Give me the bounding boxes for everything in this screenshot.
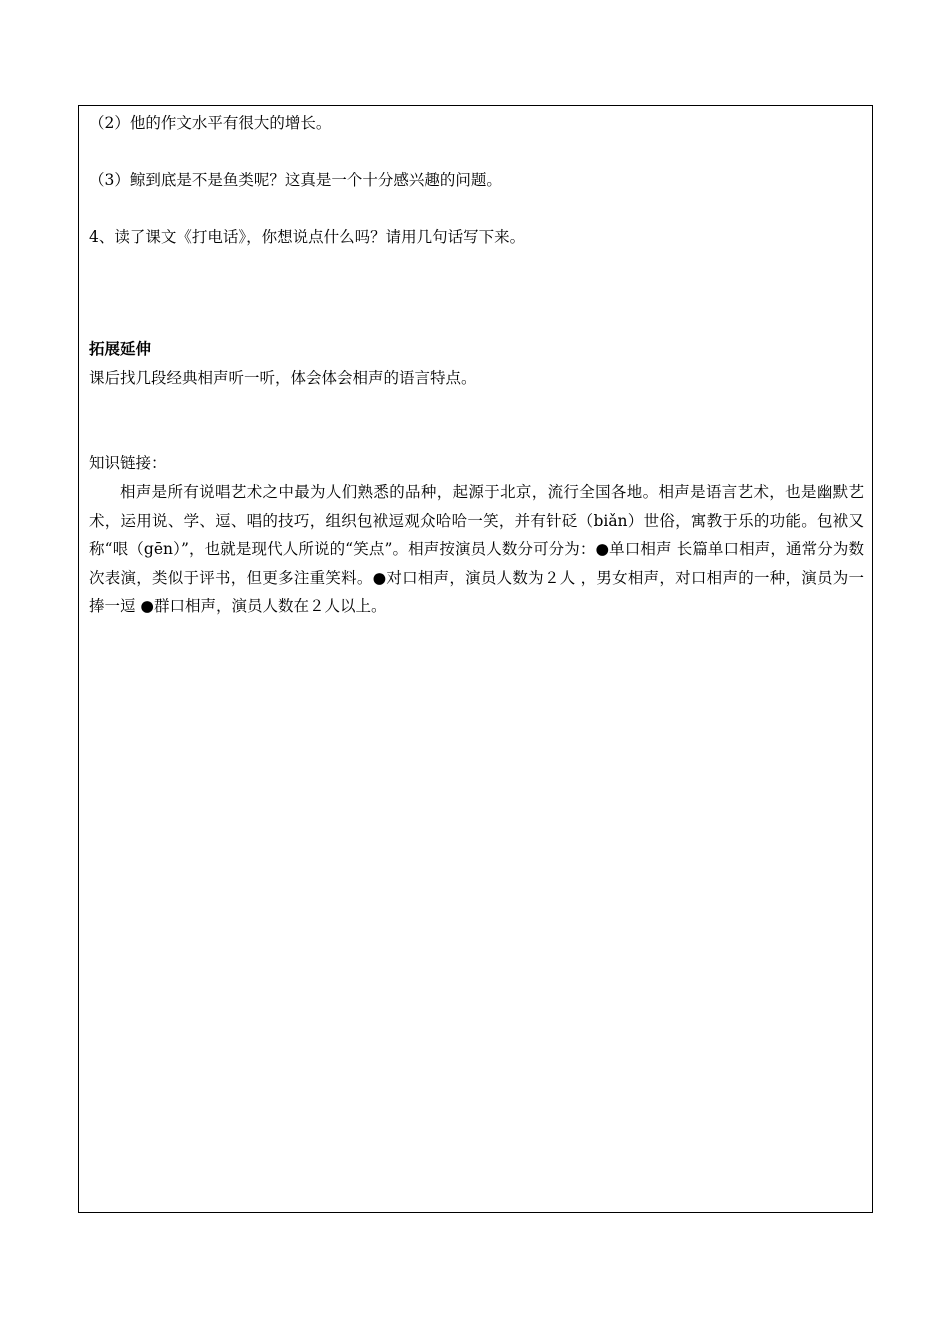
extension-text: 课后找几段经典相声听一听，体会体会相声的语言特点。 bbox=[89, 369, 477, 387]
knowledge-label: 知识链接： bbox=[89, 454, 167, 472]
question-2: （2）他的作文水平有很大的增长。 bbox=[89, 114, 332, 132]
extension-heading: 拓展延伸 bbox=[89, 339, 152, 358]
knowledge-paragraph: 相声是所有说唱艺术之中最为人们熟悉的品种，起源于北京，流行全国各地。相声是语言艺术，也是幽默艺术，运用说、学、逗、唱的技巧，组织包袱逗观众哈哈一笑，并有针砭（biǎn）世俗，寓教于乐的功能。包袱又称“哏（gēn）”，也就是现代人所说的“笑点”。相声按演员人数分可分为：●单口相声 长篇单口相声，通常分为数次表演，类似于评书，但更多注重笑料。●对口相声，演员人数为２人 ，男女相声，对口相声的一种，演员为一捧一逗 ●群口相声，演员人数在２人以上。 bbox=[89, 483, 864, 615]
worksheet-frame bbox=[78, 105, 873, 1213]
question-4: 4、读了课文《打电话》，你想说点什么吗？请用几句话写下来。 bbox=[89, 228, 526, 246]
question-3: （3）鲸到底是不是鱼类呢？这真是一个十分感兴趣的问题。 bbox=[89, 171, 502, 189]
